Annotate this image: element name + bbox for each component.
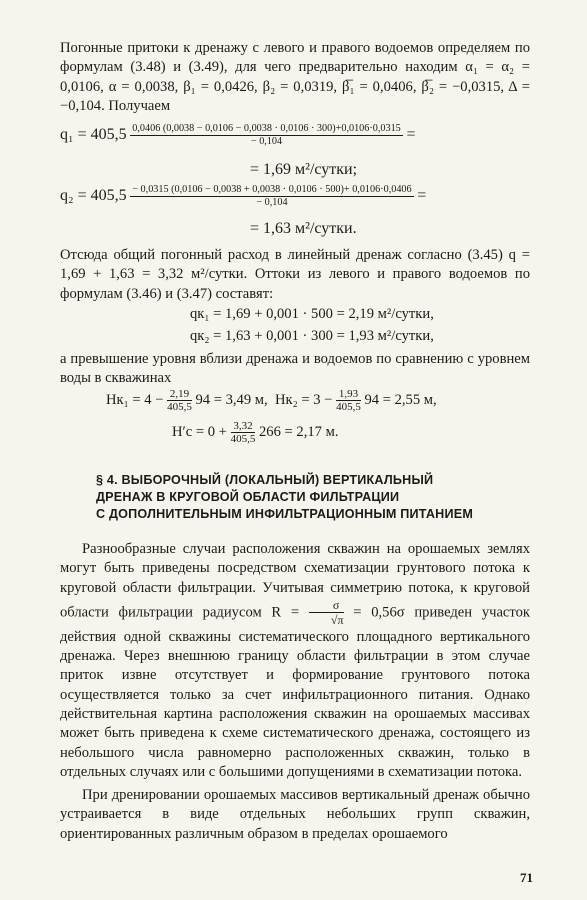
hk2-lhs: Hк₂ = 3 − [274,391,333,408]
equation-qk2: qк₂ = 1,63 + 0,001 · 300 = 1,93 м²/сутки, [190,328,434,344]
q1-lhs: q₁ = 405,5 [60,125,127,143]
equation-q1 [60,123,415,148]
page-number: 71 [520,870,533,885]
paragraph-1-text: Погонные притоки к дренажу с левого и правого водоемов определяем по формулам (3.48) и (3.49), для чего предварительно находим α₁ = α₂ = 0,0106, α = 0,0038, β₁ = 0,0426, β₂ = 0,0319, β̅₁ = 0,0406, β̅₂ = −0,0315, Δ = −0,104. Получаем [60,40,530,114]
q2-result: = 1,63 м²/сутки. [250,220,357,237]
radius-fraction [309,598,344,628]
heading-line-2: ДРЕНАЖ В КРУГОВОЙ ОБЛАСТИ ФИЛЬТРАЦИИ [96,490,400,504]
heading-line-3: С ДОПОЛНИТЕЛЬНЫМ ИНФИЛЬТРАЦИОННЫМ ПИТАНИЕМ [96,507,474,521]
paragraph-1 [60,39,530,116]
paragraph-4-part-b: = 0,56σ приведен участок действия одной скважины систематического площадного вертикального дренажа. Через внешнюю границу области фильтрации в этом случае приток извне отсутствует и формирование грунтового потока осуществляется только за счет инфильтрационного питания. Однако действительная картина расположения скважин на орошаемых массивах может быть приведена к схеме систематического дренажа, состоящего из небольшого числа равномерно расположенных скважин, только в отдельных случаях или с большими допущениями в схематизации потока. [60,604,530,780]
equation-q2 [60,184,426,209]
q1-fraction [130,123,403,148]
section-heading [96,472,516,523]
hc-numerator: 3,32 [231,420,256,433]
hk2-denominator: 405,5 [336,401,361,413]
paragraph-2 [60,246,530,304]
hk1-fraction [167,388,192,413]
radius-denominator: √π [330,612,344,627]
paragraph-4-text [60,540,530,782]
hk1-numerator: 2,19 [167,388,192,401]
hk2-rest: 94 = 2,55 м, [364,391,437,408]
hc-rest: 266 = 2,17 м. [258,423,339,440]
hk2-fraction [336,388,361,413]
paragraph-5 [60,786,530,844]
q2-lhs: q₂ = 405,5 [60,186,127,204]
q2-equals: = [417,186,427,204]
q1-result: = 1,69 м²/сутки; [250,161,358,178]
radius-numerator: σ [309,598,344,613]
paragraph-3 [60,350,530,389]
equation-hc [172,420,338,445]
q2-fraction [130,184,413,209]
q2-denominator: − 0,104 [256,197,288,208]
heading-line-1: § 4. ВЫБОРОЧНЫЙ (ЛОКАЛЬНЫЙ) ВЕРТИКАЛЬНЫЙ [96,473,434,487]
hk1-rest: 94 = 3,49 м, [195,391,268,408]
q1-equals: = [406,125,416,143]
paragraph-4-part-a: Разнообразные случаи расположения скважин на орошаемых землях могут быть приведены посредством схематизации грунтового потока к круговой области фильтрации. Учитывая симметрию потока, к круговой области фильтрации радиусом R = [60,541,530,621]
paragraph-2-text: Отсюда общий погонный расход в линейный дренаж согласно (3.45) q = 1,69 + 1,63 = 3,32 м²/сутки. Оттоки из левого и правого водоемов по формулам (3.46) и (3.47) составят: [60,247,530,302]
paragraph-3-text: а превышение уровня вблизи дренажа и водоемов по сравнению с уровнем воды в скважинах [60,351,530,387]
equation-hk1-hk2 [106,388,437,413]
paragraph-5-text: При дренировании орошаемых массивов вертикальный дренаж обычно устраивается в виде отдельных небольших групп скважин, ориентированных различным образом в пределах орошаемого [60,787,530,842]
hk1-denominator: 405,5 [167,401,192,413]
paragraph-4 [60,540,530,782]
q1-numerator: 0,0406 (0,0038 − 0,0106 − 0,0038 · 0,0106 · 300)+0,0106·0,0315 [132,123,401,134]
hc-fraction [231,420,256,445]
hc-denominator: 405,5 [230,433,256,445]
equation-qk1: qк₁ = 1,69 + 0,001 · 500 = 2,19 м²/сутки, [190,306,434,322]
hc-lhs: H′c = 0 + [172,423,227,440]
q2-numerator: − 0,0315 (0,0106 − 0,0038 + 0,0038 · 0,0106 · 500)+ 0,0106·0,0406 [132,184,412,195]
hk2-numerator: 1,93 [336,388,361,401]
hk1-lhs: Hк₁ = 4 − [106,391,164,408]
q1-denominator: − 0,104 [250,136,283,147]
